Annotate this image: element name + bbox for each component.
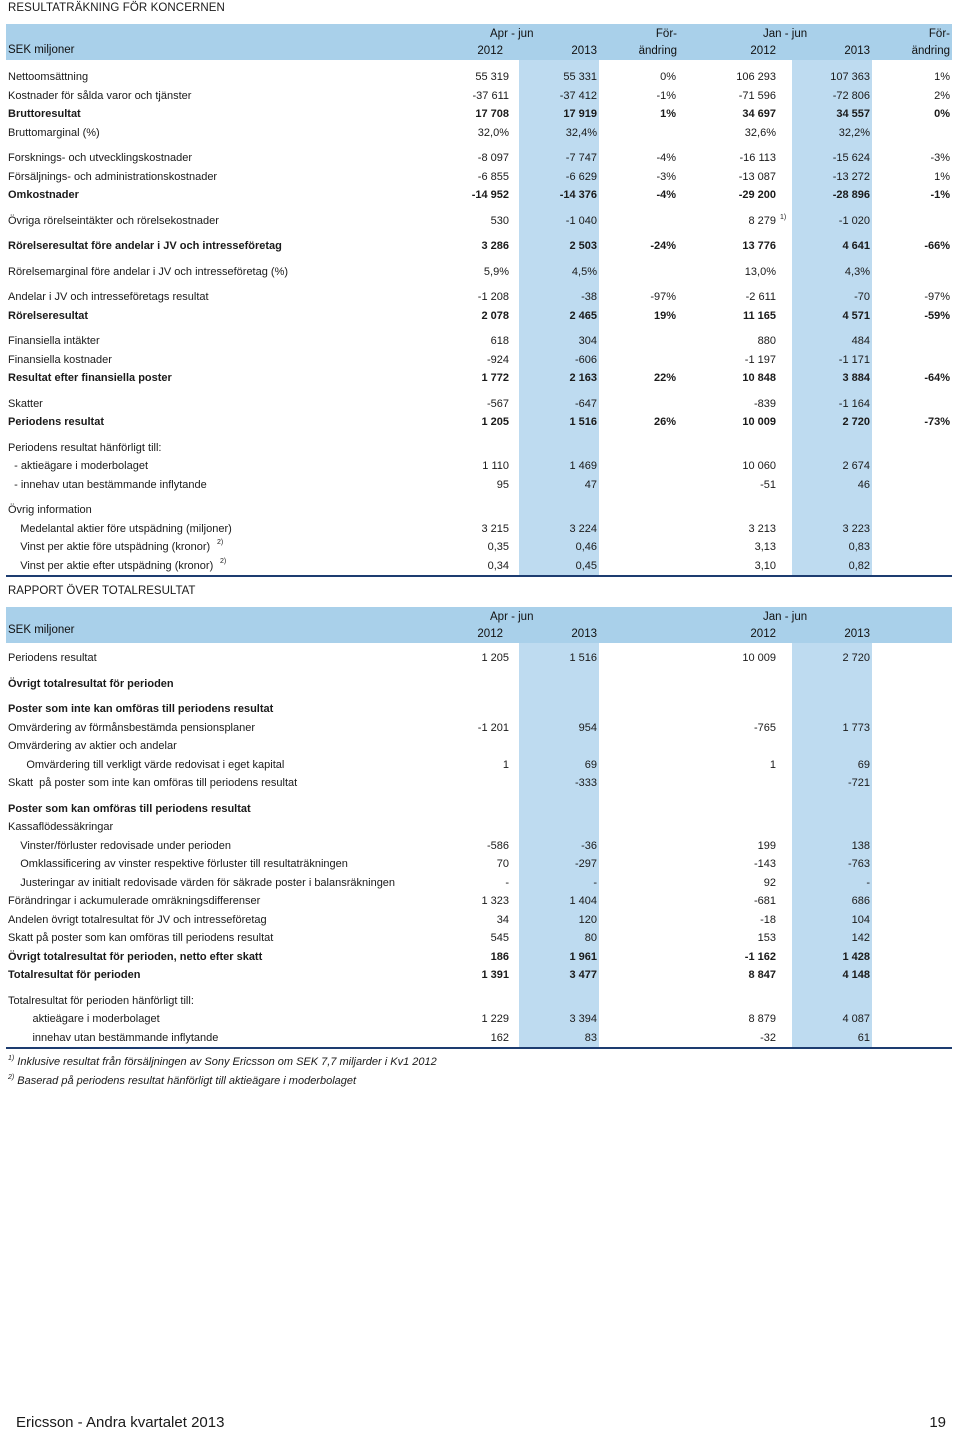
row-label: Poster som kan omföras till periodens resultat: [8, 802, 251, 815]
cell-value: 4,3%: [844, 265, 870, 278]
cell-value: -97%: [924, 291, 950, 303]
cell-value: 1 469: [569, 460, 597, 472]
cell-value: -70: [854, 291, 870, 303]
table-row: [6, 892, 952, 911]
cell-value: 13,0%: [744, 265, 776, 278]
row-label: Vinst per aktie efter utspädning (kronor): [8, 559, 214, 572]
cell-value: -143: [753, 858, 776, 870]
cell-value: 4 087: [842, 1013, 870, 1025]
cell-value: 17 919: [563, 108, 597, 120]
income-statement-title: RESULTATRÄKNING FÖR KONCERNEN: [8, 2, 225, 14]
cell-value: 34 697: [742, 108, 776, 120]
row-label: Vinst per aktie före utspädning (kronor): [8, 541, 211, 553]
header-year-2012-q: 2012: [477, 45, 503, 57]
cell-value: 55 331: [563, 71, 597, 83]
footnote-1-text: Inklusive resultat från försäljningen av Sony Ericsson om SEK 7,7 miljarder i Kv1 2012: [17, 1056, 437, 1068]
table-row: [6, 756, 952, 775]
table-row: Vinst per aktie efter utspädning (kronor) 2) 0,34 0,45 3,10 0,82: [8, 557, 870, 572]
row-label: Periodens resultat: [8, 652, 97, 664]
cell-value: -765: [753, 721, 776, 734]
cell-value: -567: [486, 397, 509, 410]
cell-value: 1 205: [481, 652, 509, 664]
cell-value: 46: [857, 478, 870, 491]
table-row: [6, 929, 952, 948]
cell-value: 0,34: [487, 559, 509, 572]
cell-value: 8 879: [748, 1013, 776, 1025]
table-row: [6, 168, 952, 187]
cell-value: 47: [584, 478, 597, 491]
cell-value: -64%: [924, 372, 950, 384]
row-label: Övrigt totalresultat för perioden: [8, 677, 174, 690]
table-row: [6, 719, 952, 738]
cell-value: 3 286: [481, 240, 509, 252]
row-label: Omvärdering av aktier och andelar: [8, 740, 177, 752]
cell-value: 8 847: [748, 969, 776, 981]
cell-value: -586: [486, 839, 509, 852]
table-row: [6, 351, 952, 370]
row-label: Rörelseresultat före andelar i JV och intresseföretag: [8, 240, 282, 252]
table-row: [6, 911, 952, 930]
table-row: Vinst per aktie före utspädning (kronor) 2) 0,35 0,46 3,13 0,83: [8, 539, 870, 553]
table-row: [6, 149, 952, 168]
total-result-title: RAPPORT ÖVER TOTALRESULTAT: [8, 585, 196, 597]
cell-value: 1 516: [569, 652, 597, 664]
cell-value: 55 319: [475, 71, 509, 83]
row-label: - innehav utan bestämmande inflytande: [8, 478, 207, 491]
cell-value: -: [505, 876, 509, 889]
cell-value: 2%: [934, 89, 950, 102]
cell-value: 13 776: [742, 240, 776, 252]
row-label: Andelar i JV och intresseföretags resultat: [8, 291, 209, 303]
table-row: [6, 874, 952, 893]
table-row: [6, 413, 952, 432]
table-row: [6, 649, 952, 668]
row-label: Finansiella intäkter: [8, 335, 100, 347]
table-row: [6, 288, 952, 307]
cell-value: 107 363: [830, 71, 870, 83]
table-row: [6, 737, 952, 756]
header-group-jan-jun: Jan - jun: [763, 28, 808, 40]
cell-value: -15 624: [832, 152, 870, 164]
cell-value: 4 148: [842, 969, 870, 981]
table-row: [6, 476, 952, 495]
cell-value: 1 772: [481, 372, 509, 384]
cell-value: 1 229: [481, 1013, 509, 1025]
cell-value: 61: [857, 1031, 870, 1044]
footer-page-number: 19: [929, 1414, 946, 1431]
total-header-unit-label: SEK miljoner: [8, 624, 75, 636]
cell-value: 0%: [660, 71, 676, 83]
cell-value: -72 806: [832, 89, 870, 102]
row-label: Bruttoresultat: [8, 108, 81, 120]
total-result-table: [6, 607, 952, 1047]
table-row: [6, 439, 952, 458]
cell-value: -38: [581, 291, 597, 303]
cell-value: -14 376: [559, 189, 597, 201]
cell-value: 1: [502, 758, 509, 771]
cell-value: 1 516: [569, 416, 597, 428]
cell-value: -13 272: [832, 170, 870, 183]
cell-value: -1 040: [565, 214, 597, 227]
header-group-apr-jun: Apr - jun: [490, 28, 534, 40]
row-label: Kostnader för sålda varor och tjänster: [8, 89, 192, 102]
row-label: Rörelsemarginal före andelar i JV och intresseföretag (%): [8, 265, 289, 278]
header-year-2012-h: 2012: [750, 45, 776, 57]
table-row: [6, 457, 952, 476]
cell-value: -297: [574, 858, 597, 870]
cell-value: 186: [490, 950, 509, 963]
row-label: Totalresultat för perioden: [8, 969, 141, 981]
cell-value: -2 611: [745, 291, 776, 303]
cell-value: 0,45: [575, 559, 597, 572]
header-year-2013-q: 2013: [571, 45, 597, 57]
header-unit-label: SEK miljoner: [8, 44, 75, 56]
cell-value: 2 465: [569, 309, 597, 322]
cell-value: -1 171: [838, 353, 870, 366]
cell-value: -647: [574, 397, 597, 410]
row-label: Skatt på poster som kan omföras till periodens resultat: [8, 932, 274, 944]
cell-value: 3 477: [569, 969, 597, 981]
row-label: Rörelseresultat: [8, 309, 89, 322]
cell-value: -3%: [930, 152, 950, 164]
cell-value: -1%: [656, 89, 676, 102]
cell-value: 1%: [934, 71, 950, 83]
cell-value: 5,9%: [483, 265, 509, 278]
cell-value: 69: [857, 758, 870, 771]
cell-value: -24%: [650, 240, 676, 252]
cell-value: 3 213: [748, 522, 776, 535]
total-table-body: [6, 643, 952, 1047]
cell-value: 0,35: [487, 541, 509, 553]
cell-value: 104: [851, 913, 870, 926]
row-label: Förändringar i ackumulerade omräkningsdifferenser: [8, 895, 261, 907]
table-row: [6, 105, 952, 124]
row-label: Övrig information: [8, 504, 92, 516]
cell-value: 34: [496, 913, 509, 926]
cell-value: -606: [574, 353, 597, 366]
cell-value: -28 896: [832, 189, 870, 201]
cell-value: 10 009: [742, 416, 776, 428]
cell-value: -1 020: [838, 214, 870, 227]
cell-value: 106 293: [736, 71, 776, 83]
row-label: innehav utan bestämmande inflytande: [8, 1031, 219, 1044]
cell-value: 22%: [653, 372, 676, 384]
table-row: Övriga rörelseintäkter och rörelsekostnader 530 -1 040 8 279 1) -1 020: [8, 213, 870, 227]
cell-value: -18: [760, 913, 776, 926]
cell-value: -36: [581, 839, 597, 852]
row-label: Skatter: [8, 397, 43, 410]
cell-value: 32,0%: [477, 126, 509, 139]
table-row: [6, 307, 952, 326]
cell-value: -763: [847, 858, 870, 870]
table-row: [6, 332, 952, 351]
cell-value: 3 224: [569, 522, 597, 535]
cell-value: 199: [757, 839, 776, 852]
cell-value: 10 009: [742, 652, 776, 664]
cell-value: 1%: [660, 108, 676, 120]
cell-value: 3,13: [754, 541, 776, 553]
cell-value: 1 110: [482, 460, 509, 472]
cell-value: -37 611: [472, 89, 509, 102]
table-row: [6, 124, 952, 143]
cell-value: 1 323: [481, 895, 509, 907]
table-row: [6, 948, 952, 967]
cell-value: 80: [584, 932, 597, 944]
footer-document-name: Ericsson - Andra kvartalet 2013: [16, 1414, 225, 1431]
cell-value: -97%: [650, 291, 676, 303]
row-label: Skatt på poster som inte kan omföras till periodens resultat: [8, 777, 298, 789]
cell-value: -13 087: [738, 170, 776, 183]
row-label: Forsknings- och utvecklingskostnader: [8, 152, 193, 164]
cell-value: 1 961: [569, 950, 597, 963]
header-change-q-bottom: ändring: [638, 45, 677, 57]
row-label: Omkostnader: [8, 189, 79, 201]
row-label: Kassaflödessäkringar: [8, 821, 114, 833]
cell-value: 32,4%: [565, 126, 597, 139]
row-label: - aktieägare i moderbolaget: [8, 460, 149, 472]
cell-value: -1 201: [477, 721, 509, 734]
income-table-header: [6, 24, 952, 60]
cell-value: -: [866, 876, 870, 889]
table-row: [6, 855, 952, 874]
cell-value: -924: [486, 353, 509, 366]
cell-value: -681: [753, 895, 776, 907]
cell-value: 2 078: [481, 309, 509, 322]
cell-value: 3 394: [569, 1013, 597, 1025]
cell-value: 0%: [934, 108, 950, 120]
cell-value: -66%: [924, 240, 950, 252]
cell-value: -1 164: [838, 397, 870, 410]
row-label: Nettoomsättning: [8, 71, 89, 83]
cell-value: -1 197: [744, 353, 776, 366]
header-change-h-top: För-: [928, 28, 950, 40]
cell-value: 1 391: [481, 969, 509, 981]
table-row: [6, 520, 952, 539]
cell-value: -32: [760, 1031, 776, 1044]
cell-value: -6 629: [565, 170, 597, 183]
table-row: [6, 800, 952, 819]
cell-value: 618: [490, 335, 509, 347]
total-header-year-2012-q: 2012: [477, 628, 503, 640]
cell-value: 304: [578, 335, 597, 347]
row-label: Övrigt totalresultat för perioden, netto efter skatt: [8, 950, 263, 963]
table-row: [6, 966, 952, 985]
table-row: [6, 818, 952, 837]
cell-value: -71 596: [738, 89, 776, 102]
cell-value: 120: [578, 913, 597, 926]
row-label: Försäljnings- och administrationskostnader: [8, 170, 218, 183]
cell-value: 1: [769, 758, 776, 771]
cell-value: 1 205: [481, 416, 509, 428]
cell-value: 484: [851, 335, 870, 347]
total-table-header: [6, 607, 952, 643]
row-label: Periodens resultat hänförligt till:: [8, 441, 162, 454]
table-row: [6, 369, 952, 388]
cell-value: 0,46: [575, 541, 597, 553]
row-label: Bruttomarginal (%): [8, 126, 100, 139]
cell-value: -29 200: [738, 189, 776, 201]
cell-value: 17 708: [475, 108, 509, 120]
row-label: Periodens resultat: [8, 416, 104, 428]
cell-value: 530: [490, 214, 509, 227]
cell-value: -14 952: [471, 189, 509, 201]
cell-value: 4 571: [842, 309, 870, 322]
header-year-2013-h: 2013: [844, 45, 870, 57]
cell-value: 545: [490, 932, 509, 944]
cell-value: 34 557: [836, 108, 870, 120]
cell-value: 70: [496, 858, 509, 870]
footnote-1: $^{1)}$ Inklusive resultat från försäljningen av Sony Ericsson om SEK 7,7 miljarder i Kv1 2012: [8, 1055, 437, 1068]
table-row: [6, 1010, 952, 1029]
cell-value: -6 855: [477, 170, 509, 183]
row-label: Justeringar av initialt redovisade värden för säkrade poster i balansräkningen: [8, 876, 396, 889]
row-label: Totalresultat för perioden hänförligt till:: [8, 994, 194, 1007]
cell-value: 3,10: [754, 559, 776, 572]
table-bottom-rule: [6, 1047, 952, 1049]
cell-value: 2 674: [842, 460, 870, 472]
row-label: Finansiella kostnader: [8, 353, 112, 366]
row-label: Övriga rörelseintäkter och rörelsekostnader: [8, 214, 219, 227]
cell-value: -16 113: [739, 152, 776, 164]
row-label: Medelantal aktier före utspädning (miljoner): [8, 522, 232, 535]
cell-value: -1 162: [744, 950, 776, 963]
cell-value: -4%: [656, 189, 676, 201]
table-row: [6, 675, 952, 694]
cell-value: -8 097: [477, 152, 509, 164]
cell-value: 32,6%: [744, 126, 776, 139]
table-row: [6, 186, 952, 205]
row-label: Poster som inte kan omföras till periodens resultat: [8, 703, 274, 715]
row-label: Vinster/förluster redovisade under perioden: [8, 839, 231, 852]
cell-value: 1%: [934, 170, 950, 183]
cell-value: -839: [753, 397, 776, 410]
row-label: aktieägare i moderbolaget: [8, 1013, 160, 1025]
table-row: [6, 992, 952, 1011]
total-header-year-2013-q: 2013: [571, 628, 597, 640]
row-label: Resultat efter finansiella poster: [8, 372, 172, 384]
table-row: [6, 837, 952, 856]
row-label: Omklassificering av vinster respektive förluster till resultaträkningen: [8, 858, 348, 870]
cell-value: 686: [851, 895, 870, 907]
cell-value: 2 503: [569, 240, 597, 252]
cell-value: 3 884: [842, 372, 870, 384]
cell-value: 1 773: [842, 721, 870, 734]
cell-value: 1 404: [569, 895, 597, 907]
cell-value: 95: [496, 478, 509, 491]
cell-value: 11 165: [742, 309, 776, 322]
row-label: Andelen övrigt totalresultat för JV och intresseföretag: [8, 913, 267, 926]
cell-value: 83: [584, 1031, 597, 1044]
cell-value: 4,5%: [571, 265, 597, 278]
cell-value: -37 412: [559, 89, 597, 102]
header-change-h-bottom: ändring: [911, 45, 950, 57]
cell-value: 880: [757, 335, 776, 347]
total-header-group-apr-jun: Apr - jun: [490, 611, 534, 623]
cell-value: 69: [584, 758, 597, 771]
footnote-2-text: Baserad på periodens resultat hänförligt till aktieägare i moderbolaget: [17, 1075, 357, 1087]
cell-value: 153: [757, 932, 776, 944]
cell-value: 138: [851, 839, 870, 852]
cell-value: 2 163: [569, 372, 597, 384]
table-row: [6, 1029, 952, 1048]
cell-value: 32,2%: [838, 126, 870, 139]
cell-value: 8 279: [748, 214, 776, 227]
table-row: [6, 700, 952, 719]
cell-value: 4 641: [842, 240, 870, 252]
cell-value: -7 747: [565, 152, 597, 164]
table-bottom-rule: [6, 575, 952, 577]
row-label: Omvärdering av förmånsbestämda pensionsplaner: [8, 721, 256, 734]
cell-value: 142: [851, 932, 870, 944]
cell-value: 2 720: [842, 416, 870, 428]
total-header-group-jan-jun: Jan - jun: [763, 611, 808, 623]
cell-value: -3%: [656, 170, 676, 183]
table-row: [6, 395, 952, 414]
total-header-year-2013-h: 2013: [844, 628, 870, 640]
cell-value: 26%: [653, 416, 676, 428]
table-row: [6, 87, 952, 106]
cell-value: 10 848: [742, 372, 776, 384]
table-row: [6, 237, 952, 256]
total-header-year-2012-h: 2012: [750, 628, 776, 640]
cell-value: 0,82: [848, 559, 870, 572]
cell-value: 162: [490, 1031, 509, 1044]
cell-value: 0,83: [848, 541, 870, 553]
cell-value: 92: [763, 876, 776, 889]
cell-value: 3 215: [481, 522, 509, 535]
cell-value: -4%: [656, 152, 676, 164]
row-label: Omvärdering till verkligt värde redovisat i eget kapital: [8, 758, 285, 771]
cell-value: -721: [847, 777, 870, 789]
cell-value: 10 060: [742, 460, 776, 472]
header-change-q-top: För-: [655, 28, 677, 40]
table-row: [6, 774, 952, 793]
cell-value: 3 223: [842, 522, 870, 535]
table-row: [6, 501, 952, 520]
income-statement-table: [6, 24, 952, 575]
cell-value: 2 720: [842, 652, 870, 664]
table-row: [6, 68, 952, 87]
cell-value: -1%: [930, 189, 950, 201]
cell-value: -: [593, 876, 597, 889]
cell-value: 1 428: [842, 950, 870, 963]
cell-value: -1 208: [477, 291, 509, 303]
footnote-2: $^{2)}$ Baserad på periodens resultat hänförligt till aktieägare i moderbolaget: [8, 1074, 357, 1087]
cell-value: -333: [574, 777, 597, 789]
cell-value: 954: [578, 721, 597, 734]
income-table-body: [6, 60, 952, 575]
cell-value: -73%: [924, 416, 950, 428]
cell-value: 19%: [653, 309, 676, 322]
cell-value: -59%: [924, 309, 950, 322]
table-row: [6, 263, 952, 282]
cell-value: -51: [760, 478, 776, 491]
